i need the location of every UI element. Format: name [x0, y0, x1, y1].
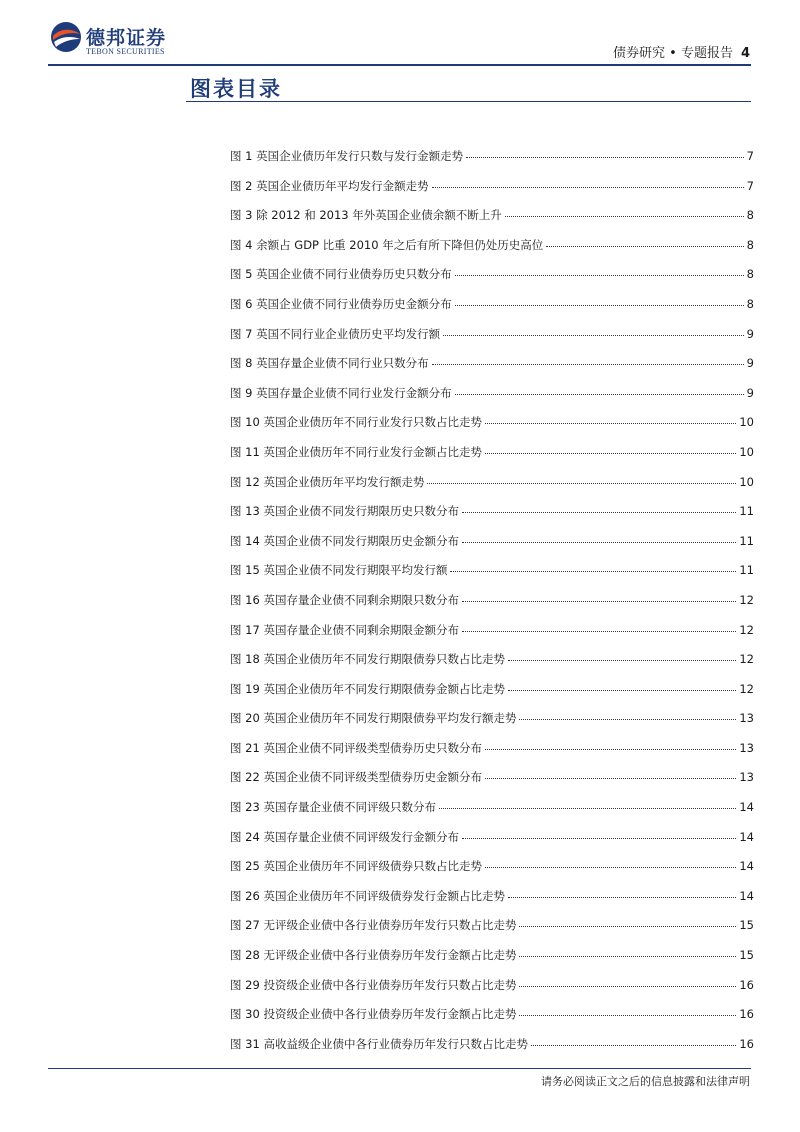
toc-entry[interactable] — [230, 560, 754, 590]
toc-entry[interactable] — [230, 235, 754, 265]
footer-divider — [48, 1068, 751, 1069]
footer-disclaimer: 请务必阅读正文之后的信息披露和法律声明 — [541, 1075, 750, 1088]
toc-entry[interactable] — [230, 146, 754, 176]
toc-entry-page[interactable]: 15 — [739, 918, 754, 933]
toc-leader-dots — [519, 1002, 736, 1016]
toc-leader-dots — [462, 529, 736, 543]
toc-entry-page[interactable]: 7 — [746, 149, 754, 163]
toc-leader-dots — [462, 499, 736, 513]
toc-leader-dots — [546, 233, 743, 247]
toc-entry-page[interactable]: 8 — [746, 208, 754, 223]
toc-entry-label[interactable]: 图 6 英国企业债不同行业债券历史金额分布 — [230, 296, 452, 311]
toc-leader-dots — [508, 677, 736, 691]
toc-entry[interactable] — [230, 679, 754, 709]
toc-leader-dots — [531, 1032, 736, 1046]
toc-entry-page[interactable]: 16 — [739, 1007, 754, 1022]
logo-english-name: TEBON SECURITIES — [86, 47, 165, 56]
toc-entry[interactable] — [230, 353, 754, 383]
toc-entry[interactable] — [230, 205, 754, 235]
toc-entry-label[interactable]: 图 25 英国企业债历年不同评级债券只数占比走势 — [230, 859, 482, 874]
toc-entry-label[interactable]: 图 21 英国企业债不同评级类型债券历史只数分布 — [230, 740, 482, 755]
toc-entry-label[interactable]: 图 27 无评级企业债中各行业债券历年发行只数占比走势 — [230, 918, 517, 933]
toc-entry-label[interactable]: 图 19 英国企业债历年不同发行期限债券金额占比走势 — [230, 681, 505, 696]
toc-entry-label[interactable]: 图 26 英国企业债历年不同评级债券发行金额占比走势 — [230, 888, 505, 903]
page-number: 4 — [740, 46, 750, 61]
header-divider — [48, 64, 751, 66]
toc-entry-page[interactable]: 12 — [739, 681, 754, 696]
toc-entry-page[interactable]: 14 — [739, 800, 754, 815]
toc-entry-label[interactable]: 图 12 英国企业债历年平均发行额走势 — [230, 474, 425, 489]
toc-entry[interactable] — [230, 442, 754, 472]
toc-entry-page[interactable]: 12 — [739, 592, 754, 607]
toc-leader-dots — [508, 647, 736, 661]
toc-leader-dots — [432, 174, 744, 188]
toc-leader-dots — [450, 558, 736, 572]
toc-entry[interactable] — [230, 886, 754, 916]
toc-entry-page[interactable]: 11 — [739, 533, 754, 548]
toc-entry-label[interactable]: 图 13 英国企业债不同发行期限历史只数分布 — [230, 504, 459, 519]
toc-entry[interactable] — [230, 472, 754, 502]
toc-entry[interactable] — [230, 590, 754, 620]
toc-entry-label[interactable]: 图 24 英国存量企业债不同评级发行金额分布 — [230, 829, 459, 844]
toc-leader-dots — [466, 144, 744, 158]
toc-entry[interactable] — [230, 176, 754, 206]
toc-leader-dots — [432, 351, 744, 365]
toc-entry[interactable] — [230, 1034, 754, 1064]
toc-leader-dots — [485, 410, 736, 424]
title-divider — [186, 101, 751, 102]
toc-entry-label[interactable]: 图 5 英国企业债不同行业债券历史只数分布 — [230, 267, 452, 282]
toc-entry[interactable] — [230, 945, 754, 975]
toc-leader-dots — [455, 381, 744, 395]
toc-entry-label[interactable]: 图 31 高收益级企业债中各行业债券历年发行只数占比走势 — [230, 1036, 528, 1051]
toc-entry-label[interactable]: 图 8 英国存量企业债不同行业只数分布 — [230, 356, 429, 371]
toc-entry[interactable] — [230, 620, 754, 650]
toc-entry[interactable] — [230, 264, 754, 294]
toc-entry-label[interactable]: 图 18 英国企业债历年不同发行期限债券只数占比走势 — [230, 652, 505, 667]
toc-entry-label[interactable]: 图 2 英国企业债历年平均发行金额走势 — [230, 178, 429, 193]
toc-entry[interactable] — [230, 531, 754, 561]
toc-leader-dots — [519, 973, 736, 987]
toc-entry-page[interactable]: 16 — [739, 1036, 754, 1051]
toc-entry-page[interactable]: 10 — [739, 415, 754, 430]
logo-emblem-icon — [50, 20, 84, 54]
toc-entry[interactable] — [230, 708, 754, 738]
toc-entry-page[interactable]: 9 — [746, 356, 754, 371]
toc-entry-label[interactable]: 图 7 英国不同行业企业债历史平均发行额 — [230, 326, 441, 341]
toc-entry-label[interactable]: 图 3 除 2012 和 2013 年外英国企业债余额不断上升 — [230, 208, 502, 223]
toc-entry-page[interactable]: 13 — [739, 711, 754, 726]
toc-leader-dots — [485, 440, 736, 454]
toc-entry-label[interactable]: 图 10 英国企业债历年不同行业发行只数占比走势 — [230, 415, 482, 430]
toc-entry-label[interactable]: 图 14 英国企业债不同发行期限历史金额分布 — [230, 533, 459, 548]
toc-entry-page[interactable]: 14 — [739, 888, 754, 903]
toc-entry[interactable] — [230, 412, 754, 442]
toc-entry[interactable] — [230, 1004, 754, 1034]
toc-entry-page[interactable]: 8 — [746, 267, 754, 282]
toc-entry[interactable] — [230, 738, 754, 768]
toc-entry-label[interactable]: 图 29 投资级企业债中各行业债券历年发行只数占比走势 — [230, 977, 517, 992]
toc-entry-label[interactable]: 图 11 英国企业债历年不同行业发行金额占比走势 — [230, 444, 482, 459]
toc-entry-page[interactable]: 9 — [746, 326, 754, 341]
toc-entry[interactable] — [230, 767, 754, 797]
toc-entry-label[interactable]: 图 15 英国企业债不同发行期限平均发行额 — [230, 563, 448, 578]
toc-leader-dots — [508, 884, 736, 898]
toc-leader-dots — [519, 913, 736, 927]
company-logo — [50, 20, 190, 60]
toc-entry[interactable] — [230, 827, 754, 857]
report-section: 债券研究 • 专题报告 — [613, 46, 733, 61]
logo-chinese-name: 德邦证券 — [86, 27, 167, 49]
toc-entry-page[interactable]: 8 — [746, 296, 754, 311]
toc-entry-page[interactable]: 10 — [739, 444, 754, 459]
toc-entry[interactable] — [230, 649, 754, 679]
toc-entry-label[interactable]: 图 22 英国企业债不同评级类型债券历史金额分布 — [230, 770, 482, 785]
toc-leader-dots — [439, 795, 736, 809]
toc-entry[interactable] — [230, 383, 754, 413]
toc-leader-dots — [455, 292, 744, 306]
toc-entry[interactable] — [230, 501, 754, 531]
toc-entry-label[interactable]: 图 4 余额占 GDP 比重 2010 年之后有所下降但仍处历史高位 — [230, 237, 544, 252]
toc-entry-page[interactable]: 13 — [739, 740, 754, 755]
toc-entry-page[interactable]: 16 — [739, 977, 754, 992]
toc-entry-page[interactable]: 9 — [746, 385, 754, 400]
toc-entry-label[interactable]: 图 30 投资级企业债中各行业债券历年发行金额占比走势 — [230, 1007, 517, 1022]
toc-leader-dots — [455, 262, 744, 276]
toc-title: 图表目录 — [190, 77, 282, 101]
toc-entry-label[interactable]: 图 23 英国存量企业债不同评级只数分布 — [230, 800, 436, 815]
toc-entry[interactable] — [230, 324, 754, 354]
toc-leader-dots — [462, 618, 736, 632]
toc-entry-page[interactable]: 14 — [739, 859, 754, 874]
toc-leader-dots — [462, 588, 736, 602]
toc-entry-page[interactable]: 10 — [739, 474, 754, 489]
toc-leader-dots — [462, 825, 736, 839]
toc-entry-page[interactable]: 7 — [746, 178, 754, 193]
toc-entry-page[interactable]: 15 — [739, 948, 754, 963]
toc-entry[interactable] — [230, 975, 754, 1005]
toc-entry[interactable] — [230, 915, 754, 945]
toc-leader-dots — [519, 706, 736, 720]
toc-entry[interactable] — [230, 294, 754, 324]
toc-entry-page[interactable]: 14 — [739, 829, 754, 844]
report-header — [613, 42, 750, 61]
toc-entry-label[interactable]: 图 28 无评级企业债中各行业债券历年发行金额占比走势 — [230, 948, 517, 963]
toc-leader-dots — [485, 854, 736, 868]
toc-entry[interactable] — [230, 797, 754, 827]
toc-entry-page[interactable]: 11 — [739, 563, 754, 578]
toc-leader-dots — [427, 470, 736, 484]
toc-entry-page[interactable]: 8 — [746, 237, 754, 252]
toc-entry-page[interactable]: 12 — [739, 622, 754, 637]
toc-entry-page[interactable]: 12 — [739, 652, 754, 667]
toc-entry-label[interactable]: 图 17 英国存量企业债不同剩余期限金额分布 — [230, 622, 459, 637]
toc-leader-dots — [519, 943, 736, 957]
toc-leader-dots — [443, 322, 744, 336]
toc-leader-dots — [485, 736, 736, 750]
toc-entry-page[interactable]: 11 — [739, 504, 754, 519]
toc-entry-label[interactable]: 图 16 英国存量企业债不同剩余期限只数分布 — [230, 592, 459, 607]
figure-list — [230, 146, 754, 1063]
toc-entry-label[interactable]: 图 20 英国企业债历年不同发行期限债券平均发行额走势 — [230, 711, 517, 726]
toc-entry-label[interactable]: 图 9 英国存量企业债不同行业发行金额分布 — [230, 385, 452, 400]
toc-leader-dots — [485, 765, 736, 779]
toc-leader-dots — [505, 203, 744, 217]
toc-entry[interactable] — [230, 856, 754, 886]
toc-entry-page[interactable]: 13 — [739, 770, 754, 785]
toc-entry-label[interactable]: 图 1 英国企业债历年发行只数与发行金额走势 — [230, 149, 464, 163]
